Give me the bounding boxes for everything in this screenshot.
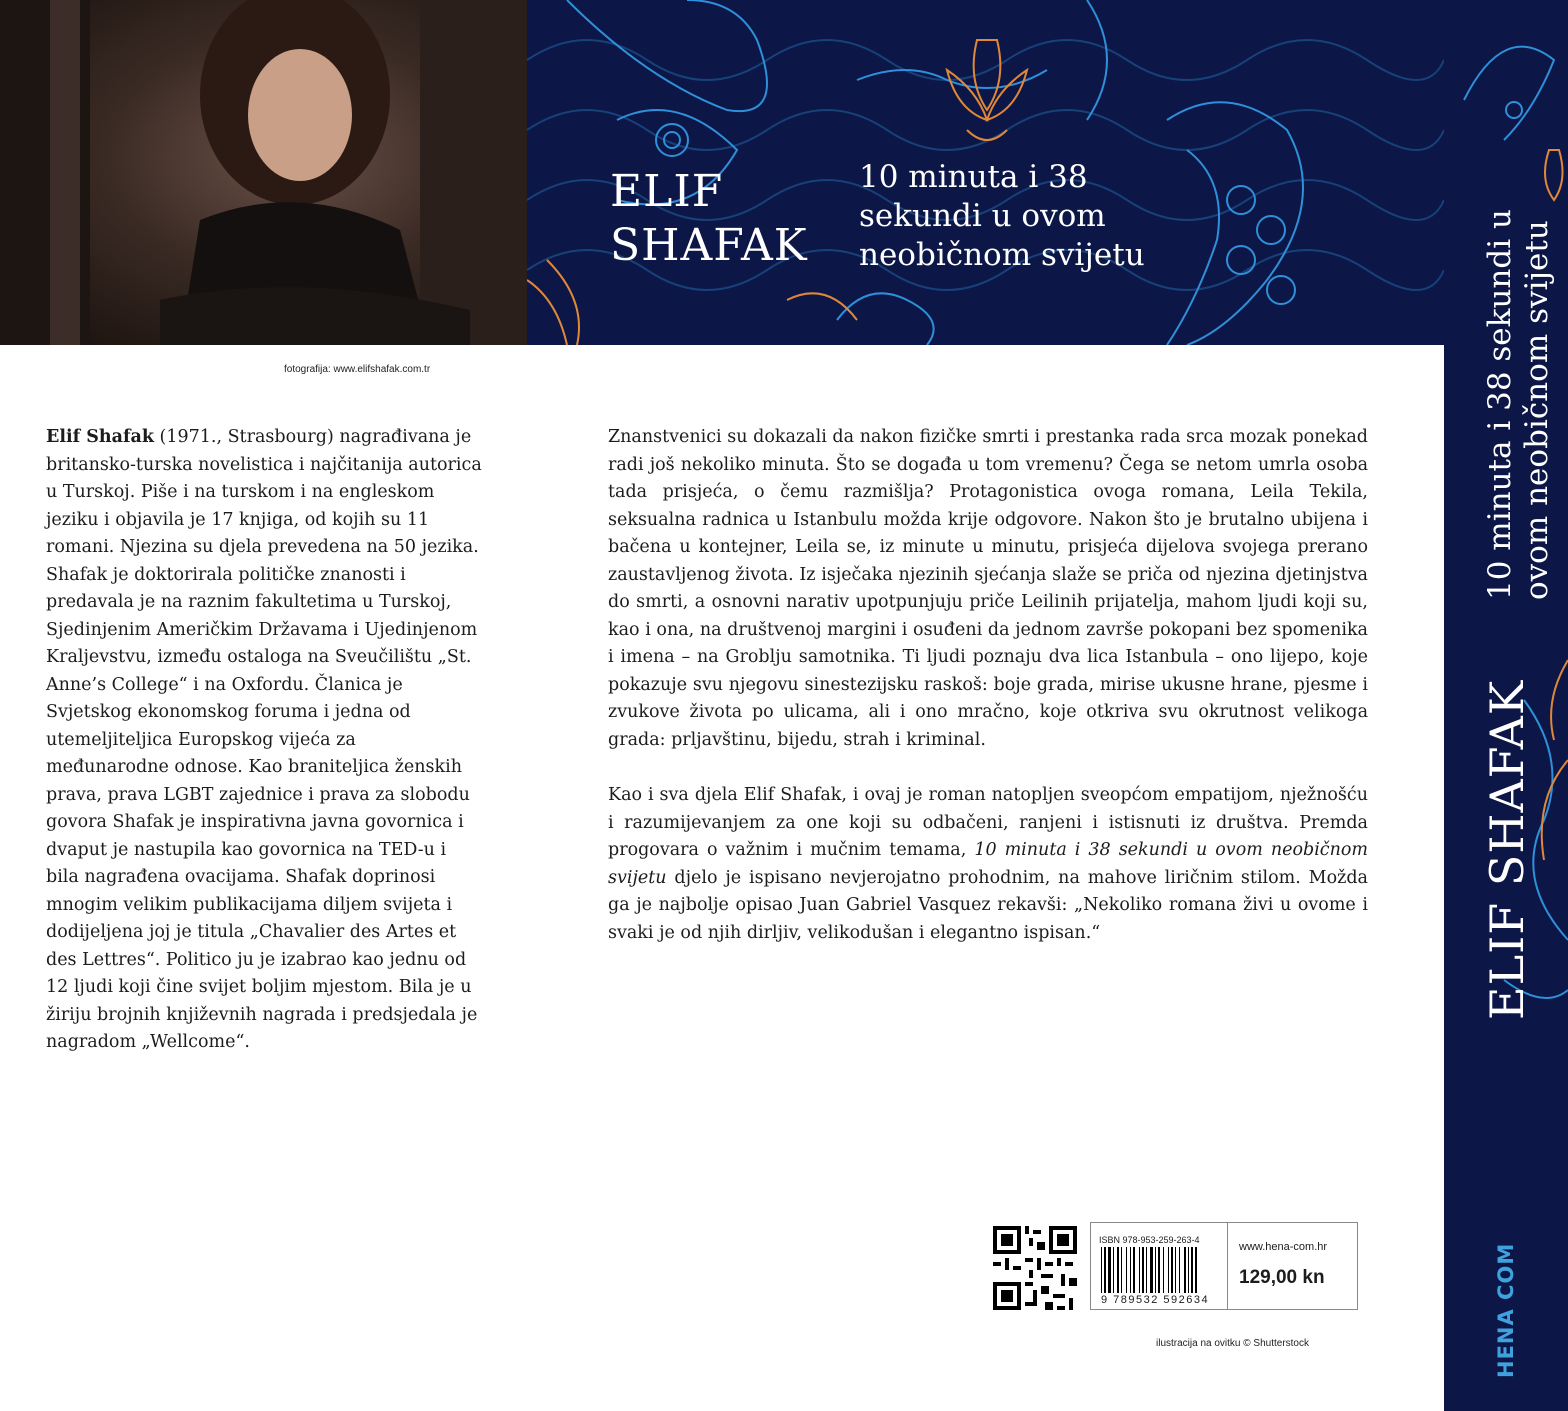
price: 129,00 kn — [1239, 1267, 1325, 1288]
barcode-bar — [1142, 1247, 1144, 1293]
barcode-bar — [1146, 1247, 1147, 1293]
bio-text: (1971., Strasbourg) nagrađivana je britansko-turska novelistica i najčitanija autorica u Turskoj. Piše i na turskom i na engleskom jeziku i objavila je 17 knjiga, od kojih su 11 romani. Njezina su djela prevedena na 50 jezika. Shafak je doktorirala političke znanosti i predavala je na raznim fakultetima u Turskoj, Sjedinjenim Američkim Državama i Ujedinjenom Kraljevstvu, između ostaloga na Sveučilištu „St. Anne’s College“ i na Oxfordu. Članica je Svjetskog ekonomskog foruma i jedna od utemeljiteljica Europskog vijeća za međunarodne odnose. Kao braniteljica ženskih prava, prava LGBT zajednice i prava za slobodu govora Shafak je inspirativna javna govornica i dvaput je nastupila kao govornica na TED-u i bila nagrađena ovacijama. Shafak doprinosi mnogim velikim publikacijama diljem svijeta i dodijeljena joj je titula „Chavalier des Artes et des Lettres“. Politico ju je izabrao kao jednu od 12 ljudi koji čine svijet boljim mjestom. Bila je u žiriju brojnih književnih nagrada i predsjedala je nagradom „Wellcome“. — [46, 427, 482, 1052]
illustration-credit: ilustracija na ovitku © Shutterstock — [1156, 1338, 1309, 1349]
barcode-bar — [1179, 1247, 1180, 1293]
synopsis-paragraph-2-end: djelo je ispisano nevjerojatno prohodnim, na mahove liričnim stilom. Možda ga je najbolje opisao Juan Gabriel Vasquez rekavši: „Nekoliko romana živi u ovome i svaki je od njih dirljiv, velikodušan i elegantno ispisan.“ — [608, 867, 1368, 943]
spine-author: ELIF SHAFAK — [1480, 679, 1534, 1020]
bio-author-name: Elif Shafak — [46, 427, 154, 447]
synopsis-paragraph-1: Znanstvenici su dokazali da nakon fizičke smrti i prestanka rada srca mozak ponekad radi još nekoliko minuta. Što se događa u tom vremenu? Čega se netom umrla osoba tada prisjeća, o čemu razmišlja? Protagonistica ovoga romana, Leila Tekila, seksualna radnica u Istanbulu možda krije odgovore. Nakon što je brutalno ubijena i bačena u kontejner, Leila se, iz minute u minutu, prisjeća dijelova svojega prerano zaustavljenog života. Iz isječaka njezinih sjećanja slaže se priča od njezina djetinjstva do smrti, a osnovni narativ upotpunjuju priče Leilinih prijatelja, mahom ljudi koji su, kao i ona, na društvenoj margini i osuđeni da jednom završe pokopani bez spomenika i imena – na Groblju samotnika. Ti ljudi poznaju dva lica Istanbula – ono lijepo, koje pokazuje svu njegovu sinestezijsku raskoš: boje grada, mirise ukusne hrane, pjesme i zvukove života po ulicama, ali i ono mračno, koje otkriva svu okrutnost velikoga grada: prljavštinu, bijedu, strah i kriminal. — [608, 427, 1368, 750]
cover-banner — [527, 0, 1444, 345]
barcode-bar — [1150, 1247, 1153, 1293]
barcode-bar — [1188, 1247, 1189, 1293]
qr-code — [993, 1226, 1077, 1310]
barcode-bar — [1113, 1247, 1114, 1293]
cover-title-line3: neobičnom svijetu — [859, 237, 1145, 273]
barcode-bar — [1139, 1247, 1140, 1293]
barcode-bar — [1133, 1247, 1135, 1293]
barcode-bar — [1130, 1247, 1131, 1293]
spine-title-line2: ovom neobičnom svijetu — [1519, 220, 1555, 600]
isbn-digits: 9 789532 592634 — [1101, 1294, 1210, 1306]
cover-title-line2: sekundi u ovom — [859, 198, 1106, 234]
synopsis-book-title: 10 minuta i 38 sekundi u ovom neobičnom svijetu — [608, 840, 1368, 888]
isbn-label: ISBN 978-953-259-263-4 — [1099, 1235, 1200, 1245]
synopsis-paragraph-2 — [608, 782, 1368, 947]
cover-author-line2: SHAFAK — [610, 220, 808, 271]
barcode-bar — [1108, 1247, 1111, 1293]
book-synopsis — [608, 424, 1368, 975]
barcode-bar — [1175, 1247, 1176, 1293]
spine-publisher-logo: HENA COM — [1494, 1242, 1518, 1378]
barcode-bar — [1171, 1247, 1173, 1293]
photo-credit: fotografija: www.elifshafak.com.tr — [284, 364, 431, 375]
cover-author-line1: ELIF — [610, 166, 724, 217]
spine-title-line1: 10 minuta i 38 sekundi u — [1482, 209, 1518, 600]
author-photo — [0, 0, 527, 345]
author-bio — [46, 424, 482, 1057]
cover-title-line1: 10 minuta i 38 — [859, 159, 1088, 195]
barcode-bar — [1158, 1247, 1160, 1293]
barcode-bar — [1191, 1247, 1193, 1293]
barcode-bar — [1195, 1247, 1197, 1293]
spine-title — [1482, 209, 1556, 600]
cover-title — [859, 158, 1145, 275]
barcode-bar — [1155, 1247, 1156, 1293]
isbn-price-box — [1090, 1222, 1358, 1310]
barcode-bar — [1184, 1247, 1186, 1293]
synopsis-paragraph-2-start: Kao i sva djela Elif Shafak, i ovaj je roman natopljen sveopćom empatijom, nježnošću i razumijevanjem za one koji su odbačeni, ranjeni i istisnuti iz društva. Premda progovara o važnim i mučnim temama, — [608, 785, 1368, 860]
cover-author — [610, 165, 808, 273]
publisher-website[interactable]: www.hena-com.hr — [1239, 1241, 1328, 1253]
barcode-bar — [1168, 1247, 1169, 1293]
isbn-barcode-area — [1091, 1223, 1228, 1309]
barcode-bar — [1126, 1247, 1127, 1293]
barcode-bar — [1163, 1247, 1164, 1293]
barcode-bar — [1101, 1247, 1102, 1293]
barcode-bar — [1121, 1247, 1122, 1293]
barcode-bar — [1117, 1247, 1119, 1293]
barcode-bar — [1104, 1247, 1106, 1293]
author-portrait-illustration — [0, 0, 527, 345]
barcode — [1101, 1247, 1219, 1293]
